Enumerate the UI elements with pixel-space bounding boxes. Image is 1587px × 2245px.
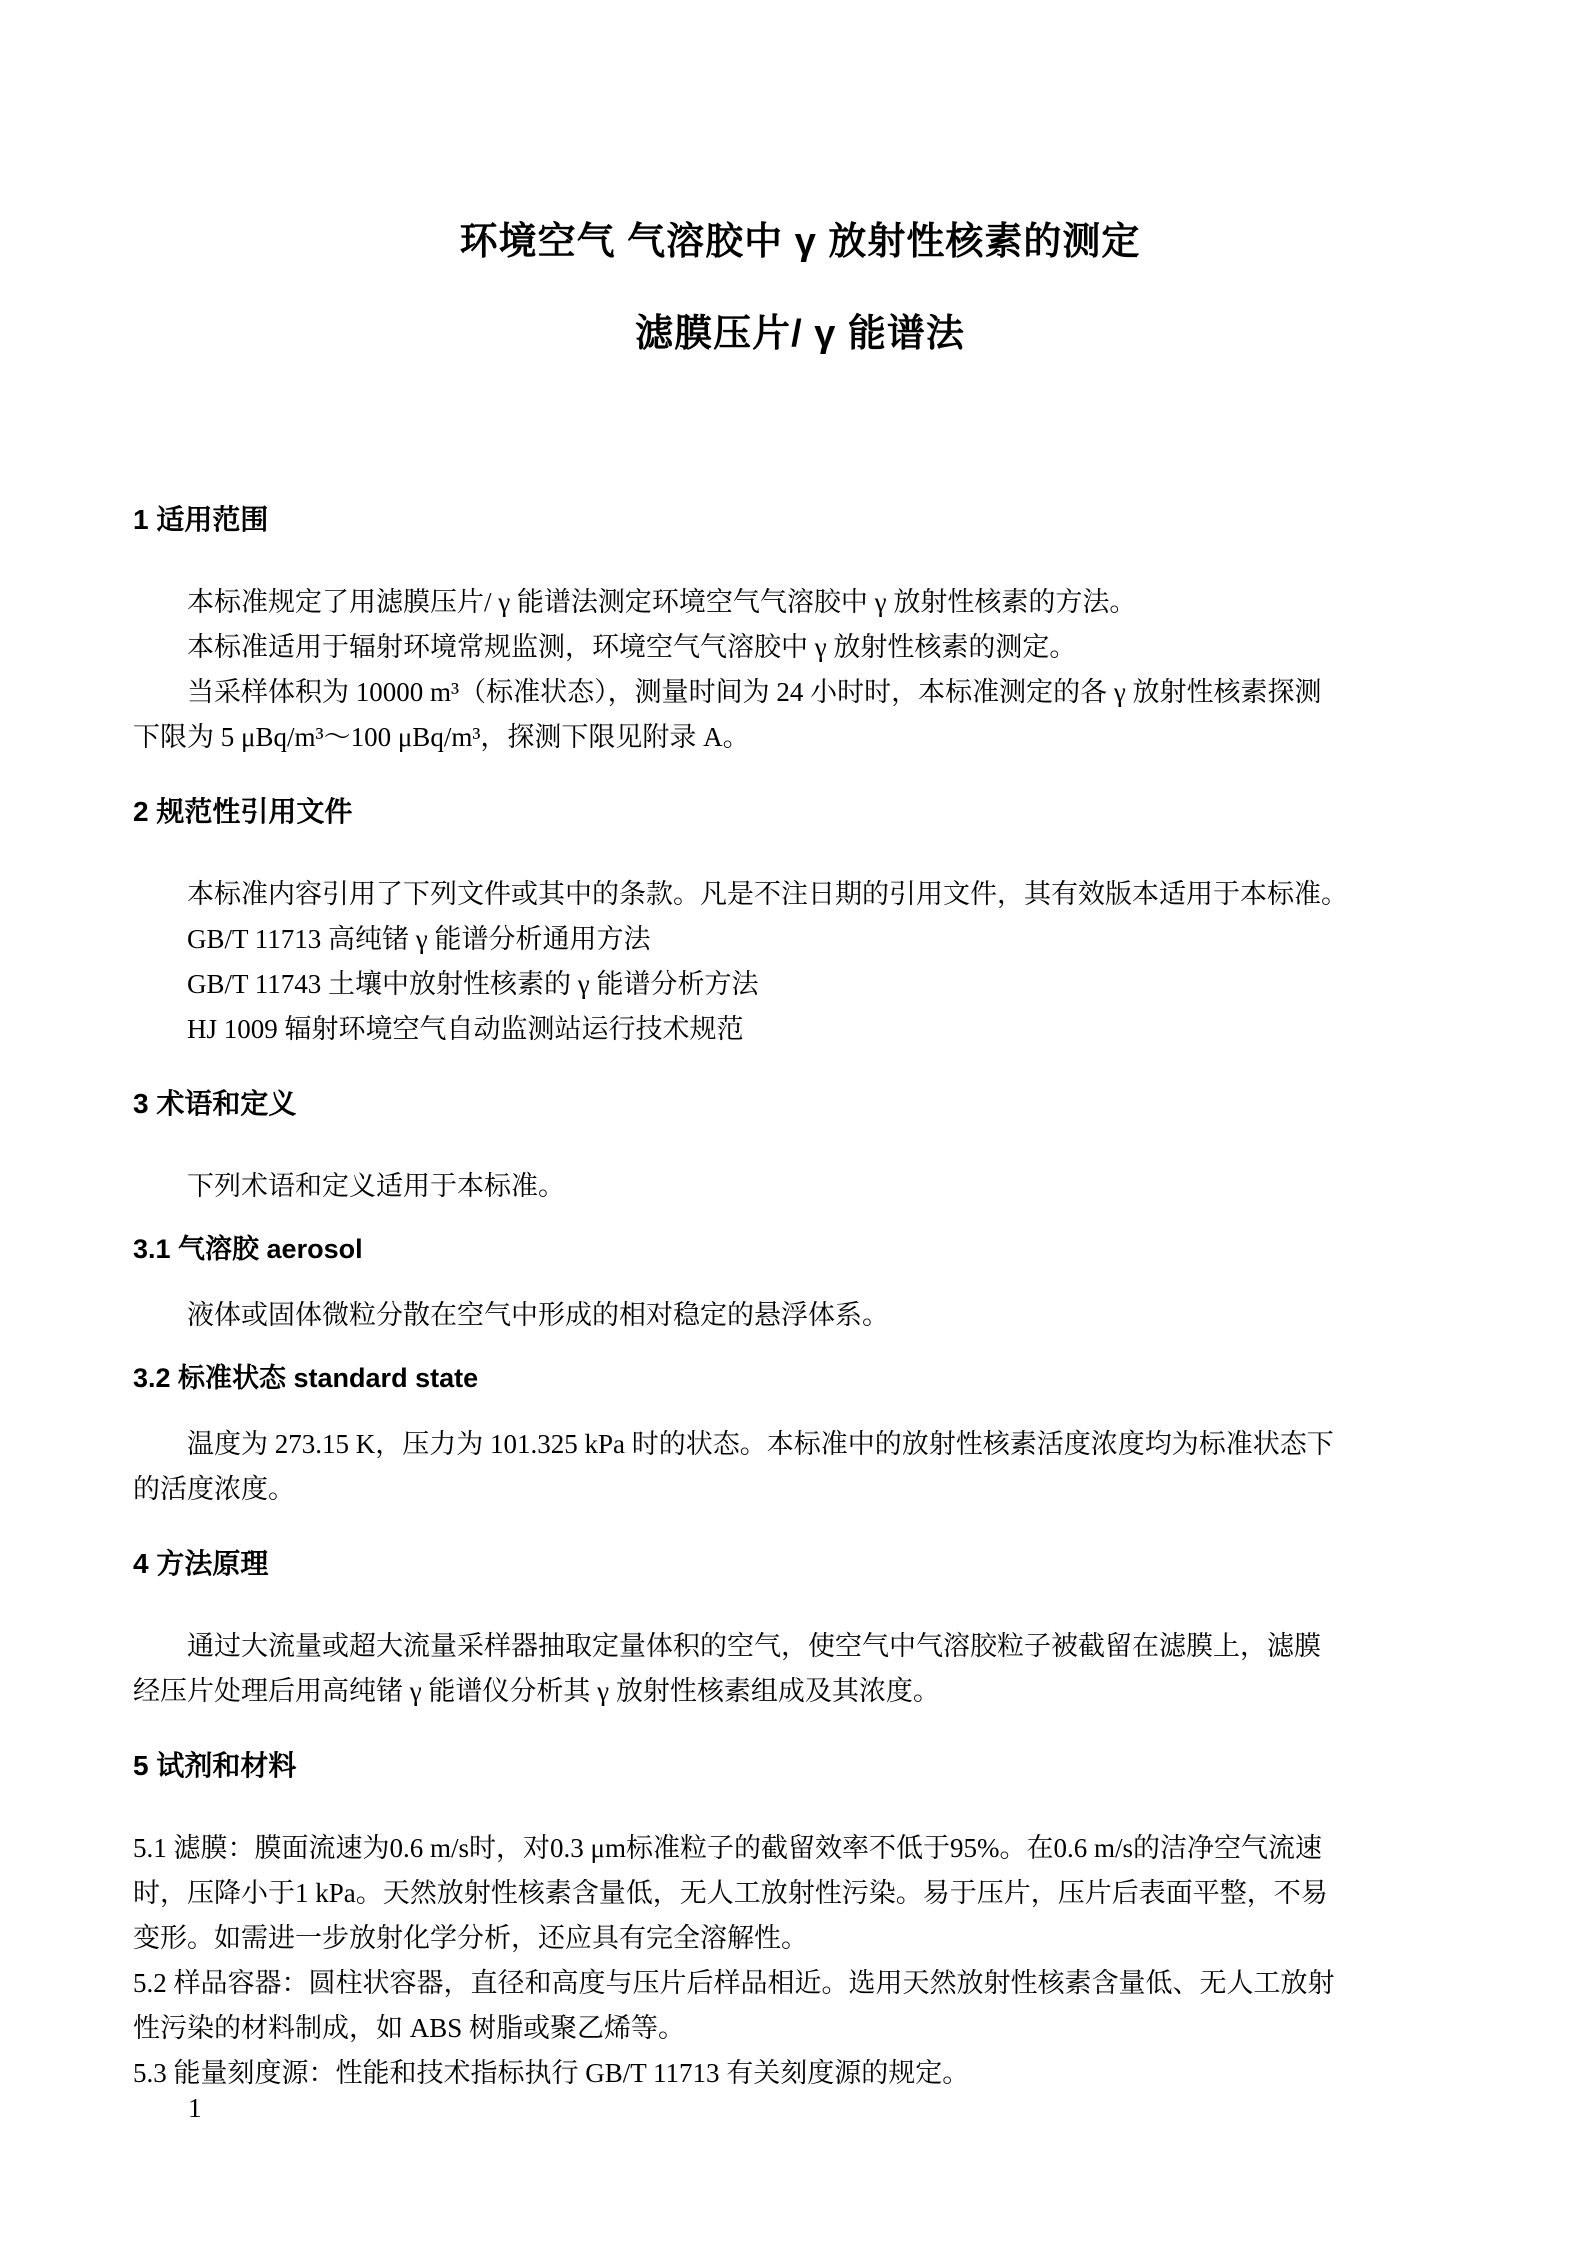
section-2-reference-3: HJ 1009 辐射环境空气自动监测站运行技术规范 — [187, 1014, 744, 1044]
section-1-line-1: 本标准规定了用滤膜压片/ γ 能谱法测定环境空气气溶胶中 γ 放射性核素的方法。 — [187, 587, 1137, 617]
section-terms-definitions — [133, 1084, 1467, 1512]
item-5-2-line-1: 5.2 样品容器：圆柱状容器，直径和高度与压片后样品相近。选用天然放射性核素含量低、无人工放射 — [133, 1968, 1335, 1998]
section-1-line-4: 下限为 5 μBq/m³～100 μBq/m³，探测下限见附录 A。 — [133, 722, 750, 752]
section-3-intro: 下列术语和定义适用于本标准。 — [187, 1171, 565, 1201]
section-1-line-2: 本标准适用于辐射环境常规监测，环境空气气溶胶中 γ 放射性核素的测定。 — [187, 632, 1077, 662]
section-2-reference-1: GB/T 11713 高纯锗 γ 能谱分析通用方法 — [187, 924, 651, 954]
document-title-line2: 滤膜压片/ γ 能谱法 — [635, 313, 965, 355]
page-number: 1 — [188, 2093, 202, 2123]
term-3-2-definition-line-2: 的活度浓度。 — [133, 1474, 295, 1504]
section-3-heading: 3 术语和定义 — [133, 1088, 297, 1119]
term-3-2-heading: 3.2 标准状态 standard state — [133, 1363, 479, 1393]
item-5-1-line-2: 时，压降小于1 kPa。天然放射性核素含量低，无人工放射性污染。易于压片，压片后表面平整，不易 — [133, 1878, 1328, 1908]
item-5-2-line-2: 性污染的材料制成，如 ABS 树脂或聚乙烯等。 — [133, 2013, 686, 2043]
term-3-2-definition-line-1: 温度为 273.15 K，压力为 101.325 kPa 时的状态。本标准中的放射性核素活度浓度均为标准状态下 — [187, 1429, 1334, 1459]
section-1-heading: 1 适用范围 — [133, 504, 269, 535]
section-2-intro: 本标准内容引用了下列文件或其中的条款。凡是不注日期的引用文件，其有效版本适用于本标准。 — [187, 879, 1348, 909]
section-method-principle — [133, 1544, 1467, 1714]
term-3-1-definition: 液体或固体微粒分散在空气中形成的相对稳定的悬浮体系。 — [187, 1300, 889, 1330]
section-reagents-materials — [133, 1746, 1467, 2096]
section-1-line-3: 当采样体积为 10000 m³（标准状态），测量时间为 24 小时时，本标准测定的各 γ 放射性核素探测 — [187, 677, 1322, 707]
item-5-3: 5.3 能量刻度源：性能和技术指标执行 GB/T 11713 有关刻度源的规定。 — [133, 2058, 970, 2088]
document-title-line1: 环境空气 气溶胶中 γ 放射性核素的测定 — [459, 221, 1141, 263]
section-2-heading: 2 规范性引用文件 — [133, 796, 353, 827]
item-5-1-line-1: 5.1 滤膜：膜面流速为0.6 m/s时，对0.3 μm标准粒子的截留效率不低于95%。在0.6 m/s的洁净空气流速 — [133, 1833, 1322, 1863]
term-3-1-heading: 3.1 气溶胶 aerosol — [133, 1234, 363, 1264]
section-5-heading: 5 试剂和材料 — [133, 1750, 297, 1781]
section-4-heading: 4 方法原理 — [133, 1548, 269, 1579]
section-scope — [133, 500, 1467, 760]
item-5-1-line-3: 变形。如需进一步放射化学分析，还应具有完全溶解性。 — [133, 1923, 808, 1953]
section-normative-references — [133, 792, 1467, 1052]
section-4-line-1: 通过大流量或超大流量采样器抽取定量体积的空气，使空气中气溶胶粒子被截留在滤膜上，滤膜 — [187, 1631, 1321, 1661]
section-2-reference-2: GB/T 11743 土壤中放射性核素的 γ 能谱分析方法 — [187, 969, 759, 999]
section-4-line-2: 经压片处理后用高纯锗 γ 能谱仪分析其 γ 放射性核素组成及其浓度。 — [133, 1676, 940, 1706]
